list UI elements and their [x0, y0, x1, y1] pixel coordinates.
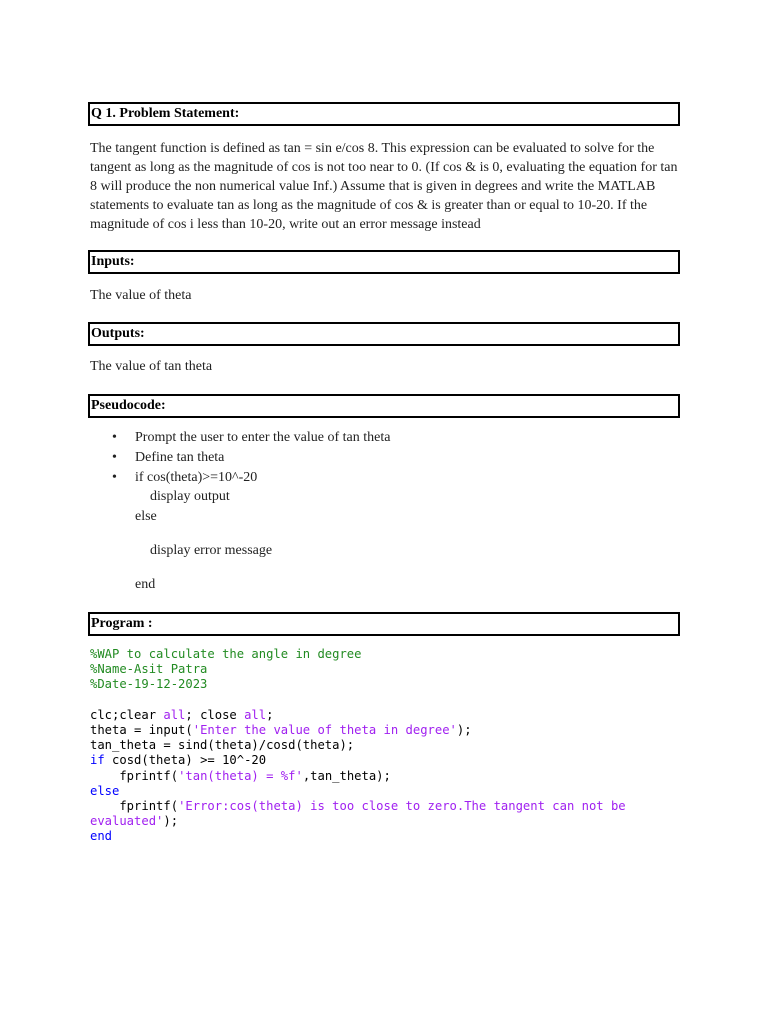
code-text: );	[163, 814, 179, 829]
code-keyword: end	[90, 829, 113, 844]
outputs-heading	[88, 322, 680, 346]
code-comment: %Date-19-12-2023	[90, 677, 208, 692]
pseudocode-line: display output	[150, 489, 230, 504]
bullet-icon: •	[112, 470, 117, 485]
code-keyword: all	[163, 707, 186, 722]
problem-statement-text: The tangent function is defined as tan = sin e/cos 8. This expression can be evaluated to solve for the tangent as long as the magnitude of cos is not too near to 0. (If cos & is 0, evaluating the equation for tan 8 will produce the non numerical value Inf.) Assume that is given in degrees and write the MATLAB statements to evaluate tan as long as the magnitude of cos & is greater than or equal to 10-20. If the magnitude of cos i less than 10-20, write out an error message instead	[90, 141, 678, 232]
pseudocode-line: display error message	[150, 543, 273, 558]
code-string: 'Error:cos(theta) is too close to zero.The tangent can not be	[178, 799, 626, 814]
pseudocode-list	[112, 430, 672, 600]
code-comment: %WAP to calculate the angle in degree	[90, 647, 362, 661]
problem-statement-heading	[88, 102, 680, 126]
code-keyword: if	[90, 753, 105, 768]
pseudocode-line: end	[135, 577, 156, 592]
code-text: );	[456, 723, 472, 738]
code-text: ;	[266, 707, 274, 722]
code-string: evaluated'	[90, 814, 164, 829]
code-text: tan_theta = sind(theta)/cosd(theta);	[90, 738, 355, 753]
inputs-heading-text: Inputs:	[91, 254, 135, 269]
pseudocode-heading-text: Pseudocode:	[91, 398, 166, 413]
program-heading-text: Program :	[91, 616, 153, 631]
bullet-icon: •	[112, 430, 117, 445]
code-text: fprintf(	[90, 768, 179, 783]
pseudocode-heading	[88, 394, 680, 418]
code-text: ; close	[185, 707, 245, 722]
outputs-text: The value of tan theta	[90, 359, 213, 374]
code-keyword: all	[244, 707, 267, 722]
code-keyword: else	[90, 783, 120, 798]
pseudocode-item-text: if cos(theta)>=10^-20	[135, 470, 258, 485]
code-text: fprintf(	[90, 799, 179, 814]
bullet-icon: •	[112, 450, 117, 465]
code-text: cosd(theta) >= 10^-20	[104, 753, 267, 768]
pseudocode-line: else	[135, 509, 157, 524]
pseudocode-item-text: Define tan theta	[135, 450, 225, 465]
code-text: ,tan_theta);	[302, 768, 391, 783]
code-string: 'tan(theta) = %f'	[178, 768, 303, 783]
inputs-heading	[88, 250, 680, 274]
code-text: theta = input(	[90, 723, 193, 738]
problem-statement-heading-text: Q 1. Problem Statement:	[91, 106, 240, 121]
code-block	[90, 647, 690, 845]
outputs-heading-text: Outputs:	[91, 326, 145, 341]
program-heading	[88, 612, 680, 636]
code-string: 'Enter the value of theta in degree'	[192, 723, 457, 738]
code-text: clc;clear	[90, 707, 164, 722]
code-comment: %Name-Asit Patra	[90, 662, 208, 677]
pseudocode-item-text: Prompt the user to enter the value of tan theta	[135, 430, 391, 445]
inputs-text: The value of theta	[90, 288, 192, 303]
